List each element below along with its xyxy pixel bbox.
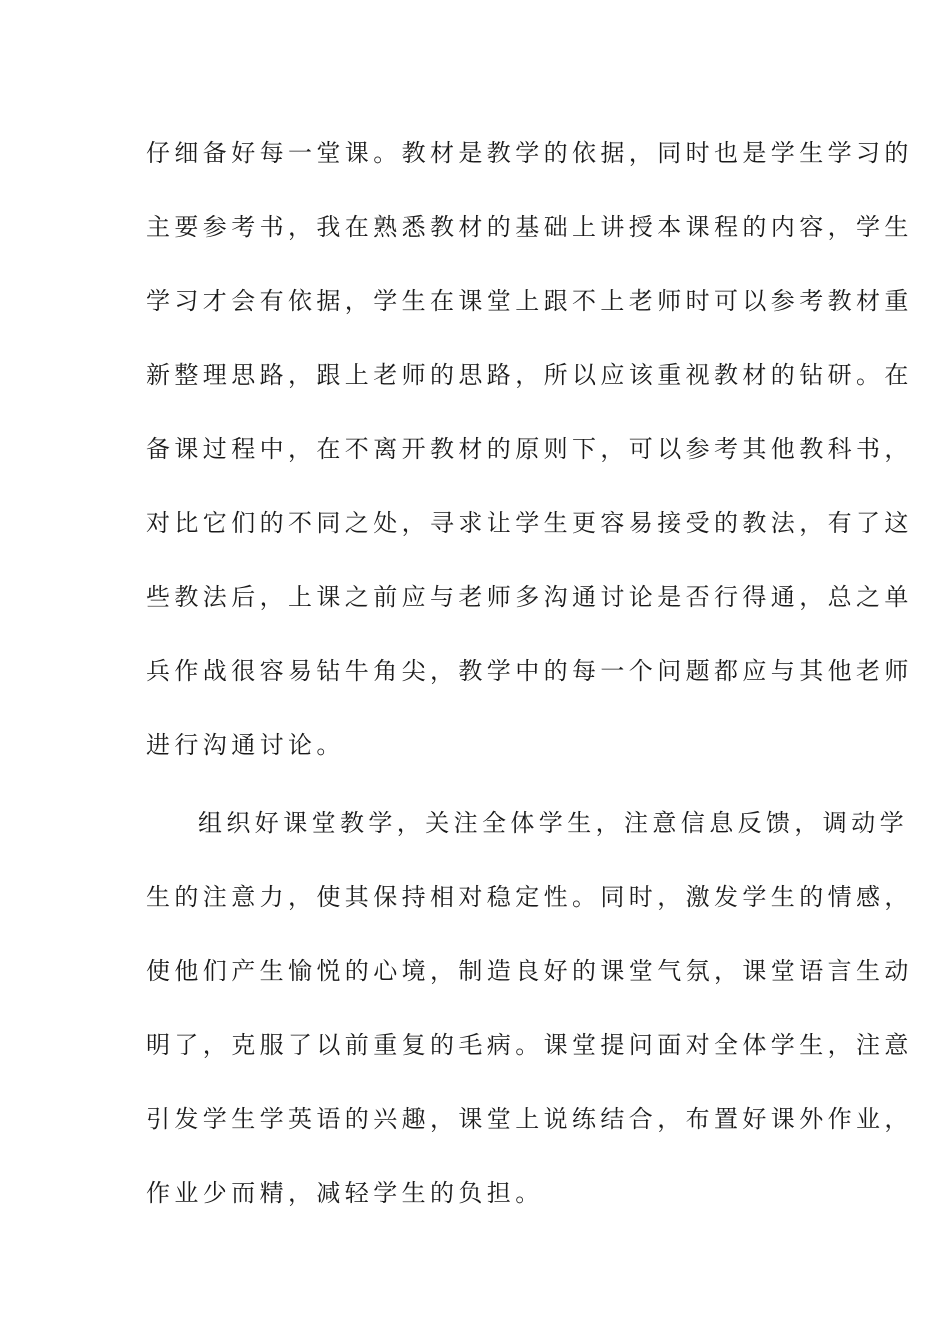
paragraph-2-line-4: 明了，克服了以前重复的毛病。课堂提问面对全体学生，注意 xyxy=(146,1031,913,1059)
paragraph-1-line-1: 仔细备好每一堂课。教材是教学的依据，同时也是学生学习的 xyxy=(146,139,913,167)
paragraph-1-line-5: 备课过程中，在不离开教材的原则下，可以参考其他教科书， xyxy=(146,435,913,463)
paragraph-1-line-6: 对比它们的不同之处，寻求让学生更容易接受的教法，有了这 xyxy=(146,509,913,537)
paragraph-2-line-5: 引发学生学英语的兴趣，课堂上说练结合，布置好课外作业， xyxy=(146,1105,913,1133)
paragraph-1-line-3: 学习才会有依据，学生在课堂上跟不上老师时可以参考教材重 xyxy=(146,287,913,315)
paragraph-2-line-1: 组织好课堂教学，关注全体学生，注意信息反馈，调动学 xyxy=(198,809,908,837)
paragraph-2-line-2: 生的注意力，使其保持相对稳定性。同时，激发学生的情感， xyxy=(146,883,913,911)
paragraph-1-line-9: 进行沟通讨论。 xyxy=(146,731,345,759)
paragraph-2-line-6: 作业少而精，减轻学生的负担。 xyxy=(146,1179,544,1207)
paragraph-1-line-8: 兵作战很容易钻牛角尖，教学中的每一个问题都应与其他老师 xyxy=(146,657,913,685)
paragraph-1-line-4: 新整理思路，跟上老师的思路，所以应该重视教材的钻研。在 xyxy=(146,361,913,389)
paragraph-1-line-2: 主要参考书，我在熟悉教材的基础上讲授本课程的内容，学生 xyxy=(146,213,913,241)
paragraph-1-line-7: 些教法后，上课之前应与老师多沟通讨论是否行得通，总之单 xyxy=(146,583,913,611)
paragraph-2-line-3: 使他们产生愉悦的心境，制造良好的课堂气氛，课堂语言生动 xyxy=(146,957,913,985)
